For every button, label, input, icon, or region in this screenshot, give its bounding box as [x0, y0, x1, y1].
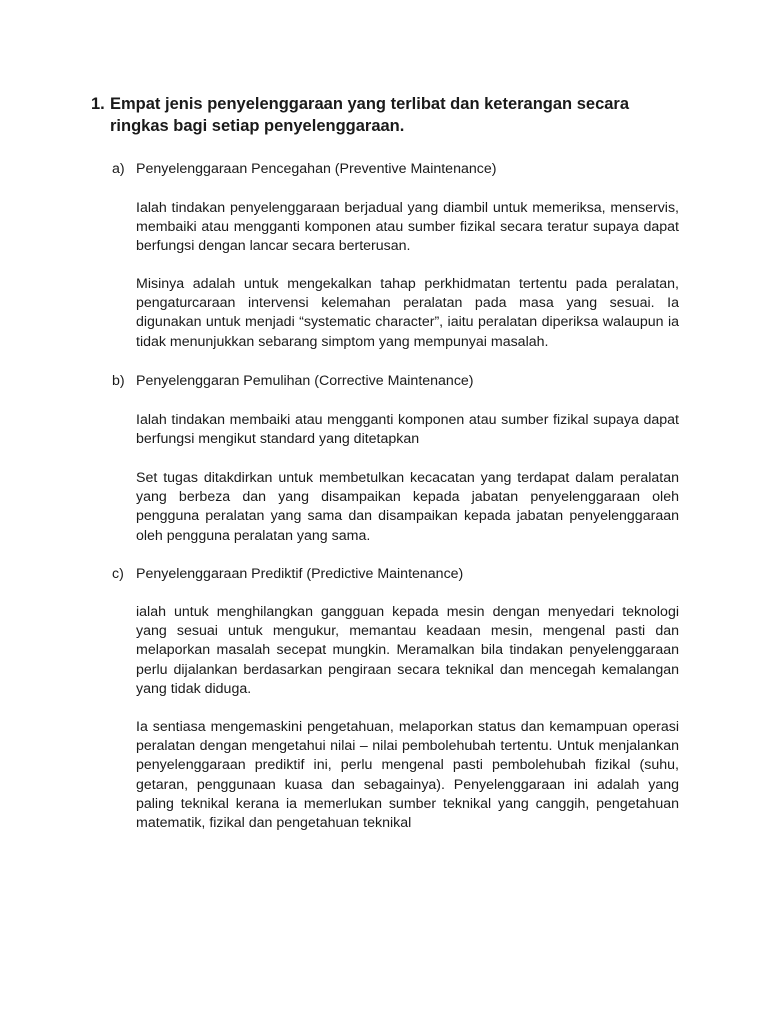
section-b-title [112, 372, 474, 391]
section-title-text: Penyelenggaraan Pencegahan (Preventive Maintenance) [136, 161, 497, 177]
section-b-paragraph-2: Set tugas ditakdirkan untuk membetulkan kecacatan yang terdapat dalam peralatan yang berbeza dan yang disampaikan kepada jabatan penyelenggaraan oleh pengguna peralatan yang sama dan disampaikan kepada jabatan penyelenggaraan oleh pengguna peralatan yang sama. [136, 470, 679, 544]
section-letter: b) [112, 373, 125, 389]
section-a-paragraph-1: Ialah tindakan penyelenggaraan berjadual yang diambil untuk memeriksa, menservis, membaiki atau mengganti komponen atau sumber fizikal secara teratur supaya dapat berfungsi dengan lancar secara berterusan. [136, 200, 679, 255]
section-c-paragraph-2: Ia sentiasa mengemaskini pengetahuan, melaporkan status dan kemampuan operasi peralatan dengan mengetahui nilai – nilai pembolehubah tertentu. Untuk menjalankan penyelenggaraan prediktif ini, perlu mengenal pasti pembolehubah fizikal (suhu, getaran, penggunaan kuasa dan sebagainya). Penyelenggaraan ini adalah yang paling teknikal kerana ia memerlukan sumber teknikal yang canggih, pengetahuan matematik, fizikal dan pengetahuan teknikal [136, 719, 679, 832]
heading-text: Empat jenis penyelenggaraan yang terlibat dan keterangan secara ringkas bagi setiap penyelenggaraan. [110, 95, 630, 135]
section-b-paragraph-1: Ialah tindakan membaiki atau mengganti komponen atau sumber fizikal supaya dapat berfungsi mengikut standard yang ditetapkan [136, 412, 679, 448]
section-a-paragraph-2: Misinya adalah untuk mengekalkan tahap perkhidmatan tertentu pada peralatan, pengaturcaraan intervensi kelemahan peralatan pada masa yang sesuai. Ia digunakan untuk menjadi “systematic character”, iaitu peralatan diperiksa walaupun ia tidak menunjukkan sebarang simptom yang mempunyai masalah. [136, 276, 679, 350]
section-c-title [112, 565, 463, 584]
section-title-text: Penyelenggaran Pemulihan (Corrective Maintenance) [136, 373, 474, 389]
section-a-title [112, 160, 496, 179]
section-title-text: Penyelenggaraan Prediktif (Predictive Maintenance) [136, 566, 464, 582]
heading-number: 1. [91, 95, 105, 113]
section-c-paragraph-1: ialah untuk menghilangkan gangguan kepada mesin dengan menyedari teknologi yang sesuai untuk mengukur, memantau keadaan mesin, mengenal pasti dan melaporkan masalah secepat mungkin. Meramalkan bila tindakan penyelenggaraan perlu dijalankan berdasarkan pengiraan secara teknikal dan mencegah kemalangan yang tidak diduga. [136, 604, 679, 697]
main-heading [91, 93, 651, 137]
section-letter: a) [112, 161, 125, 177]
section-letter: c) [112, 566, 124, 582]
